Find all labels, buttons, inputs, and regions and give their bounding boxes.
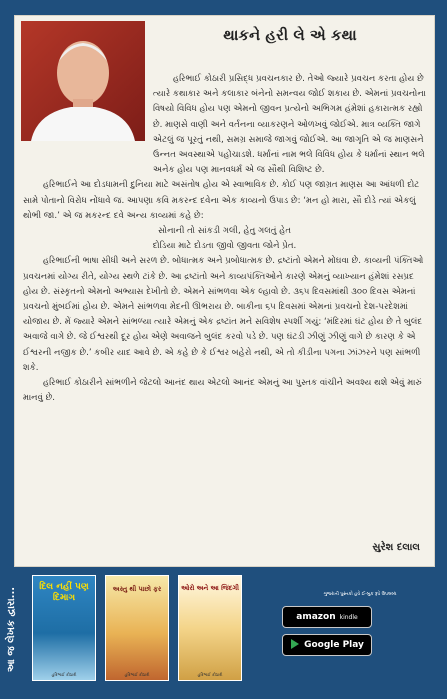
verse-line-2: દોડિયા માટે દોડતા જીવો જીવતા જોને પ્રેત. [152,241,297,252]
google-play-badge[interactable] [282,634,372,656]
book-author: હરિભાઈ કોઠારી [51,672,77,677]
google-play-text: Google Play [304,640,364,650]
verse-line-1: સોનાની તો સાંકડી ગલી, હેતુ ગલતું હેત [157,226,292,237]
author-signature: સુરેશ દલાલ [372,542,420,553]
book-title: ઓરો અને આ જિંદગી [181,584,239,592]
book-cover-2[interactable] [105,575,169,681]
paragraph-1: હરિભાઈ કોઠારી પ્રસિદ્ધ પ્રવચનકાર છે. તેઓ જ્યારે પ્રવચન કરતા હોય છે ત્યારે કથાકાર અને કલાકાર બંનેનો સમન્વય જોઈ શકાય છે. એમનાં પ્રવચનોના વિષયો વિવિધ હોય પણ એમનો જીવન પ્રત્યેનો અભિગમ હંમેશાં હકારાત્મક રહ્યો છે. માણસે વાણી અને વર્તનના વ્યાકરણને ઓળખવું જોઈએ. માત્ર વ્યક્તિ જાગે એટલું જ પૂરતું નથી, સમગ્ર સમાજે જાગવું જોઈએ. આ જાગૃતિ એ જ માણસને ઉન્નત અવસ્થાએ પહોંચાડશે. ધર્માનાં નામ ભલે વિવિધ હોય કે ધર્માનાં સ્થાન ભલે અનેક હોય પણ માનવધર્મ એ જ સૌથી વિશિષ્ટ છે. [153,74,426,176]
page-title: થાકને હરી લે એ કથા [223,26,357,44]
foreword-panel [14,15,435,567]
kindle-text: kindle [339,613,358,621]
amazon-kindle-badge[interactable] [282,606,372,628]
paragraph-2: હરિભાઈને આ દોડધામની દુનિયા માટે અસંતોષ હોય એ સ્વાભાવિક છે. કોઈ પણ જાગ્રત માણસ આ આંધળી દોટ સામે પોતાનો વિરોધ નોંધાવે જ. આપણા કવિ મકરન્દ દવેના એક કાવ્યનો ઉપાડ છે: ‘મન હો મારા, સૌ દોડે ત્યાં એકલું થોભી જા.’ એ જ મકરન્દ દવે અન્ય કાવ્યમાં કહે છે: [23,180,420,221]
book-title: અસ્તુ થી પાછો ફર [112,585,162,593]
paragraph-4: હરિભાઈ કોઠારીને સાંભળીને જેટલો આનંદ થાય એટલો આનંદ એમનું આ પુસ્તક વાંચીને અવશ્ય થશે એવું મારું માનવું છે. [23,378,422,404]
foreword-body [23,72,426,406]
book-cover-1[interactable] [32,575,96,681]
amazon-logo-text: amazon [296,612,336,622]
google-play-icon [290,639,300,652]
book-title: દિલ નહીં પણ દિમાગ [39,582,89,603]
book-cover-3[interactable] [178,575,242,681]
book-author: હરિભાઈ કોઠારી [124,672,150,677]
series-label: આ જ લેખક દ્વારા... [6,586,17,672]
paragraph-3: હરિભાઈની ભાષા સીધી અને સરળ છે. બોધાત્મક અને પ્રબોધાત્મક છે. દ્રષ્ટાંતો એમને મોંઘવા છે. કાવ્યની પંક્તિઓ પ્રવચનમાં યોગ્ય રીતે, યોગ્ય સ્થળે ટાંકે છે. આ દ્રષ્ટાંતો અને કાવ્યપંક્તિઓને કારણે એમનું વ્યાખ્યાન હંમેશાં રસપ્રદ હોય છે. સંસ્કૃતનો એમનો અભ્યાસ દેખીતો છે. એમને સાંભળવા એક લ્હાવો છે. ૩૬૫ દિવસમાંથી ૩૦૦ દિવસ એમનાં પ્રવચનો મુંબઈમાં હોય છે. એમને સાંભળવા મેદની ઊભરાય છે. બાકીના ૬૫ દિવસમાં એમનાં પ્રવચનો દેશ-પરદેશમાં યોજાય છે. મેં જ્યારે એમને સાંભળ્યા ત્યારે એમનું એક દ્રષ્ટાંત મને સવિશેષ સ્પર્શી ગયું: ‘મંદિરમાં ઘંટ હોય છે તે બુલંદ અવાજે વાગે છે. જે ઈશ્વરથી દૂર હોય એણે અવાજને બુલંદ કરવો પડે છે. પણ ઘંટડી ઝીણું ઝીણું વાગે છે કારણ કે એ ઈશ્વરની નજીક છે.’ કબીર યાદ આવે છે. એ કહે છે કે ઈશ્વર બહેરો નથી, એ તો કીડીના પગના ઝાંઝરને પણ સાંભળી શકે. [23,256,424,373]
store-tagline: ગુજરાતી પુસ્તકો હવે ઈ-બુક રૂપે ઉપલબ્ધ [323,592,397,597]
book-author: હરિભાઈ કોઠારી [197,672,223,677]
